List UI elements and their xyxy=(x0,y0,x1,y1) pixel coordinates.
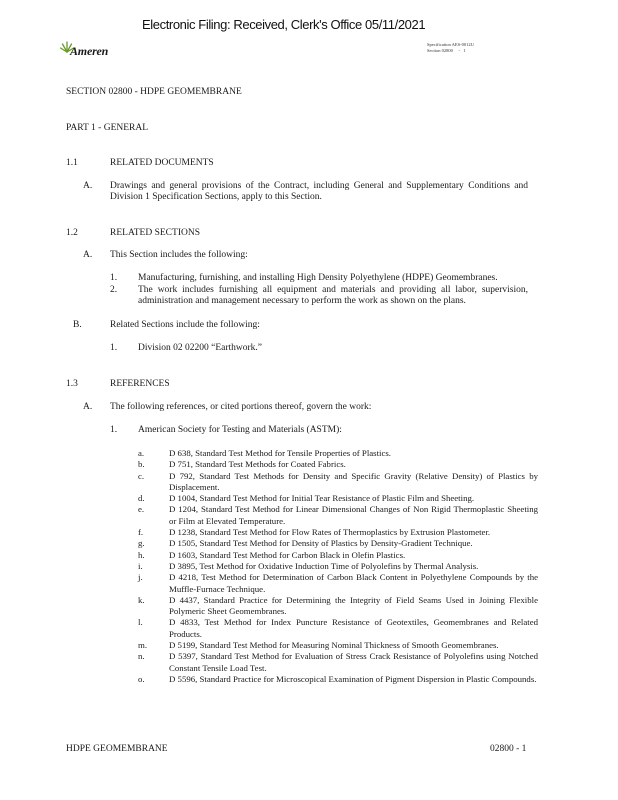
astm-reference-label: h. xyxy=(138,549,145,560)
astm-reference-text: D 4218, Test Method for Determination of Carbon Black Content in Polyethylene Compounds by the Muffle-Furnace Technique. xyxy=(169,572,538,594)
list-item-label: 1. xyxy=(110,425,118,435)
astm-reference-text: D 792, Standard Test Methods for Density and Specific Gravity (Relative Density) of Plastics by Displacement. xyxy=(169,470,538,492)
astm-reference-text: D 751, Standard Test Methods for Coated Fabrics. xyxy=(169,459,346,470)
astm-reference-text: D 4437, Standard Practice for Determining the Integrity of Field Seams Used in Joining Flexible Polymeric Sheet Geomembranes. xyxy=(169,594,538,617)
astm-reference-item xyxy=(138,538,538,549)
paragraph-text: This Section includes the following: xyxy=(110,250,248,260)
list-item-text: Division 02 02200 “Earthwork.” xyxy=(138,343,263,353)
astm-reference-text: D 1204, Standard Test Method for Linear Dimensional Changes of Non Rigid Thermoplastic Sheeting or Film at Elevated Temperature. xyxy=(169,504,538,526)
astm-reference-item xyxy=(138,493,538,504)
paragraph-label: A. xyxy=(83,402,93,412)
list-item-label: 2. xyxy=(110,285,118,295)
astm-reference-text: D 4833, Test Method for Index Puncture Resistance of Geotextiles, Geomembranes and Related Products. xyxy=(169,617,538,639)
astm-reference-text: D 1004, Standard Test Method for Initial Tear Resistance of Plastic Film and Sheeting. xyxy=(169,493,475,504)
paragraph-text: The following references, or cited portions thereof, govern the work: xyxy=(110,402,372,412)
astm-reference-text: D 638, Standard Test Method for Tensile Properties of Plastics. xyxy=(169,448,392,458)
article-number: 1.3 xyxy=(66,379,78,389)
astm-reference-label: g. xyxy=(138,538,145,549)
spec-id xyxy=(427,42,474,54)
list-item-label: 1. xyxy=(110,273,118,283)
section-title: SECTION 02800 - HDPE GEOMEMBRANE xyxy=(66,87,242,97)
article-number: 1.1 xyxy=(66,158,78,168)
astm-reference-item xyxy=(138,527,538,538)
astm-reference-item xyxy=(138,572,538,595)
spec-id-line1: Specification AES-0012U xyxy=(427,42,474,47)
astm-reference-text: D 5397, Standard Test Method for Evaluation of Stress Crack Resistance of Polyolefins using Notched Constant Tensile Load Test. xyxy=(169,651,538,673)
logo-text: Ameren xyxy=(70,44,109,58)
astm-reference-text: D 1238, Standard Test Method for Flow Rates of Thermoplastics by Extrusion Plastometer. xyxy=(169,527,491,538)
astm-reference-label: m. xyxy=(138,640,148,651)
astm-reference-list xyxy=(138,448,538,685)
paragraph-label: A. xyxy=(83,181,93,191)
astm-reference-text: D 5199, Standard Test Method for Measuring Nominal Thickness of Smooth Geomembranes. xyxy=(169,640,499,651)
footer-title: HDPE GEOMEMBRANE xyxy=(66,744,168,754)
astm-reference-item xyxy=(138,617,538,640)
astm-reference-label: j. xyxy=(138,572,143,583)
astm-reference-item xyxy=(138,504,538,527)
astm-reference-item xyxy=(138,561,538,572)
list-item-text: American Society for Testing and Materials (ASTM): xyxy=(138,425,342,435)
astm-reference-label: k. xyxy=(138,594,145,605)
paragraph-text: Related Sections include the following: xyxy=(110,320,260,330)
paragraph-text: Drawings and general provisions of the Contract, including General and Supplementary Conditions and Division 1 Specification Sections, apply to this Section. xyxy=(110,181,528,202)
astm-reference-text: D 1505, Standard Test Method for Density of Plastics by Density-Gradient Technique. xyxy=(169,538,473,549)
astm-reference-label: b. xyxy=(138,459,145,470)
astm-reference-item xyxy=(138,459,538,470)
astm-reference-label: n. xyxy=(138,651,145,662)
astm-reference-item xyxy=(138,471,538,494)
list-item-text: The work includes furnishing all equipment and materials and providing all labor, supervision, administration and management necessary to perform the work as shown on the plans. xyxy=(138,285,528,306)
astm-reference-label: e. xyxy=(138,504,145,515)
astm-reference-label: l. xyxy=(138,617,143,628)
list-item-text: Manufacturing, furnishing, and installing High Density Polyethylene (HDPE) Geomembranes. xyxy=(138,273,498,283)
article-title: RELATED SECTIONS xyxy=(110,228,200,238)
astm-reference-text: D 5596, Standard Practice for Microscopical Examination of Pigment Dispersion in Plastic Compounds. xyxy=(169,673,537,684)
astm-reference-label: o. xyxy=(138,673,145,684)
astm-reference-label: i. xyxy=(138,560,143,571)
ameren-logo xyxy=(60,40,130,62)
article-title: REFERENCES xyxy=(110,379,170,389)
astm-reference-item xyxy=(138,550,538,561)
article-number: 1.2 xyxy=(66,228,78,238)
footer-page-number: 02800 - 1 xyxy=(490,744,527,754)
astm-reference-item xyxy=(138,448,538,459)
spec-id-line2: Section 02800 - 1 xyxy=(427,48,466,53)
paragraph-label: B. xyxy=(73,320,82,330)
astm-reference-item xyxy=(138,651,538,674)
astm-reference-text: D 3895, Test Method for Oxidative Induction Time of Polyolefins by Thermal Analysis. xyxy=(169,560,479,571)
astm-reference-label: c. xyxy=(138,470,145,481)
astm-reference-item xyxy=(138,674,538,685)
astm-reference-label: a. xyxy=(138,448,145,458)
paragraph-label: A. xyxy=(83,250,93,260)
astm-reference-item xyxy=(138,595,538,618)
article-title: RELATED DOCUMENTS xyxy=(110,158,214,168)
astm-reference-label: d. xyxy=(138,493,145,504)
filing-stamp: Electronic Filing: Received, Clerk's Office 05/11/2021 xyxy=(142,17,426,32)
astm-reference-label: f. xyxy=(138,527,144,538)
astm-reference-item xyxy=(138,640,538,651)
list-item-label: 1. xyxy=(110,343,118,353)
astm-reference-text: D 1603, Standard Test Method for Carbon Black in Olefin Plastics. xyxy=(169,549,406,560)
part-heading: PART 1 - GENERAL xyxy=(66,123,149,133)
